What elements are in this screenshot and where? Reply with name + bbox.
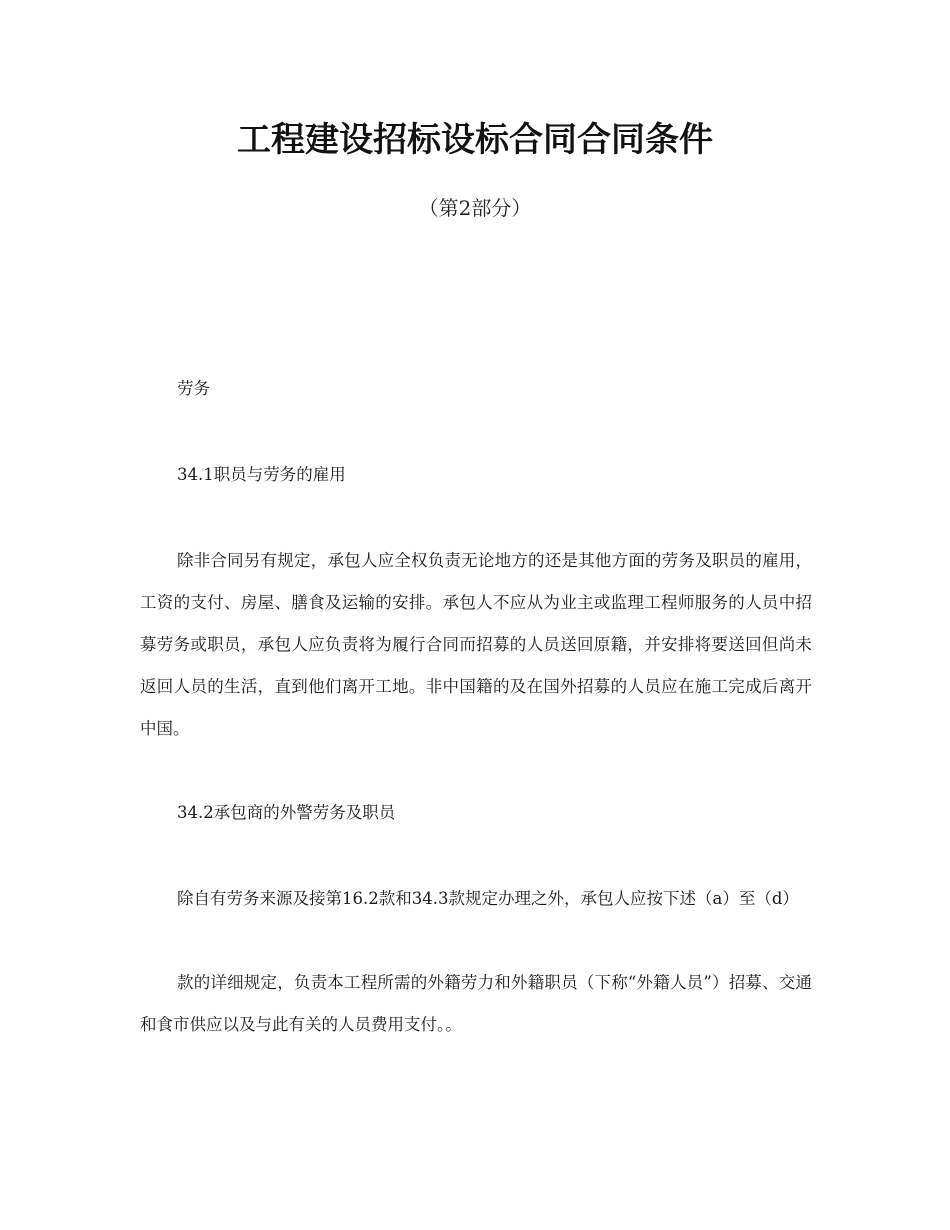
clause-34-1-paragraph: 除非合同另有规定，承包人应全权负责无论地方的还是其他方面的劳务及职员的雇用，工资的支付、房屋、膳食及运输的安排。承包人不应从为业主或监理工程师服务的人员中招募劳务或职员，承包人应负责将为履行合同而招募的人员送回原籍，并安排将要送回但尚未返回人员的生活，直到他们离开工地。非中国籍的及在国外招募的人员应在施工完成后离开中国。	[140, 551, 812, 738]
clause-34-2-paragraph-2: 款的详细规定，负责本工程所需的外籍劳力和外籍职员（下称“外籍人员”）招募、交通和食市供应以及与此有关的人员费用支付。。	[140, 973, 812, 1034]
document-subtitle: （第2部分）	[418, 196, 532, 220]
section-heading: 劳务	[177, 379, 210, 398]
clause-34-2-paragraph-1: 除自有劳务来源及接第16.2款和34.3款规定办理之外，承包人应按下述（a）至（d）	[177, 889, 799, 908]
clause-34-2-heading: 34.2承包商的外警劳务及职员	[177, 803, 396, 822]
document-body	[140, 368, 812, 1046]
document-title: 工程建设招标设标合同合同条件	[237, 120, 713, 160]
clause-34-1-heading: 34.1职员与劳务的雇用	[177, 465, 346, 484]
